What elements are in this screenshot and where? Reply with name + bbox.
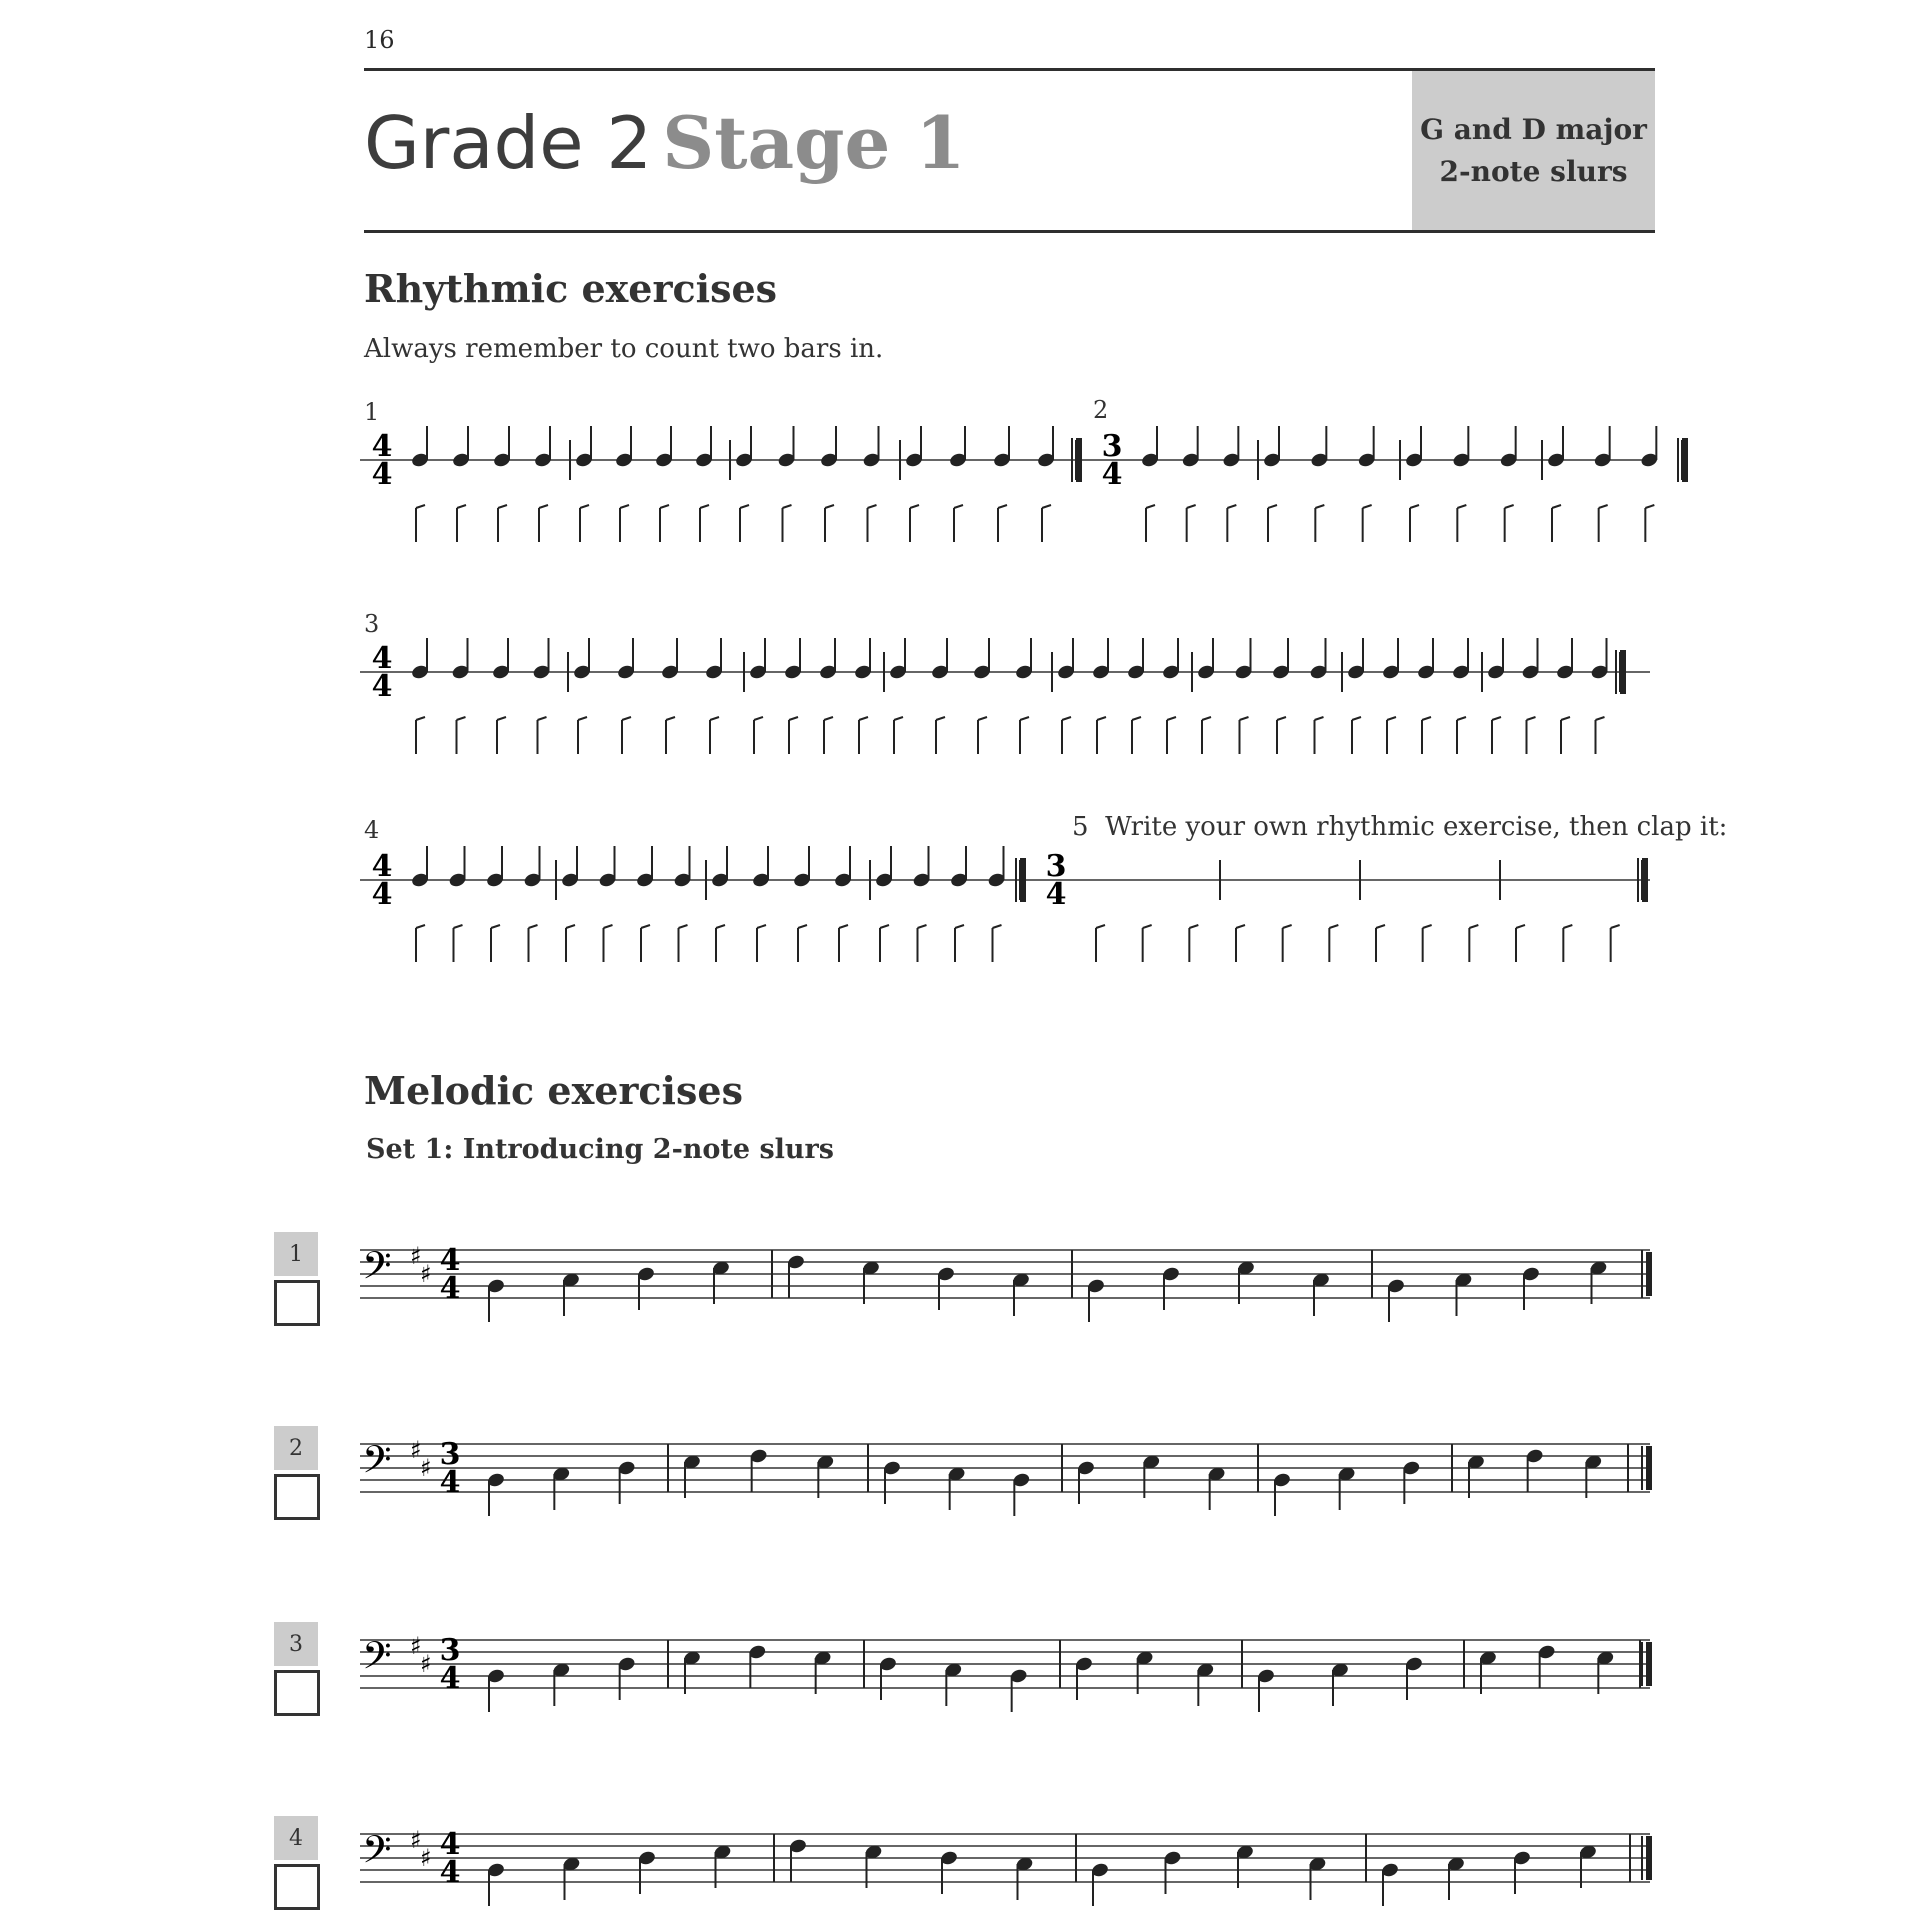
count-flag	[1492, 717, 1501, 720]
count-flag	[604, 925, 613, 928]
count-flag	[416, 925, 425, 928]
count-flag	[978, 717, 987, 720]
count-flag	[1457, 505, 1466, 508]
rhythm-line-2	[360, 632, 1660, 752]
count-flag	[1202, 717, 1211, 720]
count-flag	[1561, 717, 1570, 720]
count-flag	[868, 505, 877, 508]
count-flag	[910, 505, 919, 508]
rhythm-line-3	[360, 840, 1660, 960]
page-number: 16	[364, 26, 395, 54]
count-flag	[700, 505, 709, 508]
melodic-exercise-badge: 4	[274, 1816, 318, 1860]
rhythm-exercise-number: 5	[1072, 812, 1089, 842]
count-flag	[1352, 717, 1361, 720]
rhythm-exercise-number: 2	[1093, 396, 1109, 424]
count-flag	[622, 717, 631, 720]
time-signature-top: 4	[371, 641, 393, 676]
sharp-icon: ♯	[420, 1260, 432, 1288]
count-flag	[1516, 925, 1525, 928]
count-flag	[1277, 717, 1286, 720]
rhythm-exercise-number: 1	[364, 398, 380, 426]
count-flag	[660, 505, 669, 508]
count-flag	[839, 925, 848, 928]
header-rule-bottom	[364, 230, 1655, 233]
count-flag	[1315, 717, 1324, 720]
count-flag	[798, 925, 807, 928]
count-flag	[783, 505, 792, 508]
count-flag	[538, 717, 547, 720]
page-title	[364, 100, 965, 185]
count-flag	[1527, 717, 1536, 720]
count-flag	[1505, 505, 1514, 508]
count-flag	[1315, 505, 1324, 508]
count-flag	[740, 505, 749, 508]
count-flag	[1469, 925, 1478, 928]
count-flag	[1410, 505, 1419, 508]
melodic-staff-2	[360, 1404, 1660, 1534]
count-flag	[416, 717, 425, 720]
time-signature-bottom: 4	[439, 1855, 461, 1890]
count-flag	[1268, 505, 1277, 508]
count-flag	[757, 925, 766, 928]
count-flag	[641, 925, 650, 928]
count-flag	[825, 505, 834, 508]
count-flag	[1062, 717, 1071, 720]
melodic-heading: Melodic exercises	[364, 1068, 743, 1113]
count-flag	[491, 925, 500, 928]
practice-checkbox[interactable]	[274, 1864, 320, 1910]
time-signature-top: 4	[439, 1243, 461, 1278]
count-flag	[457, 717, 466, 720]
count-flag	[679, 925, 688, 928]
melodic-staff-1	[360, 1210, 1660, 1340]
count-flag	[955, 925, 964, 928]
time-signature-top: 3	[1101, 429, 1123, 464]
count-flag	[1599, 505, 1608, 508]
rhythm-line-1	[360, 420, 1660, 540]
count-flag	[1187, 505, 1196, 508]
time-signature-top: 4	[439, 1827, 461, 1862]
rhythmic-heading: Rhythmic exercises	[364, 266, 778, 311]
count-flag	[620, 505, 629, 508]
set-heading: Set 1: Introducing 2-note slurs	[366, 1134, 834, 1165]
count-flag	[894, 717, 903, 720]
melodic-staff-4	[360, 1794, 1660, 1914]
rhythm-exercise-5-instruction: Write your own rhythmic exercise, then clap it:	[1105, 812, 1728, 842]
count-flag	[1422, 717, 1431, 720]
count-flag	[1042, 505, 1051, 508]
title-stage: Stage 1	[662, 100, 966, 185]
bass-clef: 𝄢	[362, 1437, 392, 1491]
sharp-icon: ♯	[410, 1632, 422, 1660]
count-flag	[1227, 505, 1236, 508]
count-flag	[880, 925, 889, 928]
count-flag	[824, 717, 833, 720]
count-flag	[1167, 717, 1176, 720]
time-signature-top: 3	[439, 1633, 461, 1668]
count-flag	[566, 925, 575, 928]
count-flag	[497, 717, 506, 720]
practice-checkbox[interactable]	[274, 1670, 320, 1716]
title-grade: Grade 2	[364, 101, 653, 185]
topic-line-2: 2-note slurs	[1439, 154, 1628, 188]
count-flag	[789, 717, 798, 720]
sharp-icon: ♯	[410, 1826, 422, 1854]
count-flag	[1645, 505, 1654, 508]
time-signature-bottom: 4	[1045, 877, 1067, 912]
count-flag	[666, 717, 675, 720]
sharp-icon: ♯	[420, 1844, 432, 1872]
time-signature-bottom: 4	[371, 877, 393, 912]
count-flag	[1376, 925, 1385, 928]
sharp-icon: ♯	[420, 1650, 432, 1678]
count-flag	[1329, 925, 1338, 928]
bass-clef: 𝄢	[362, 1633, 392, 1687]
count-flag	[710, 717, 719, 720]
count-flag	[1240, 717, 1249, 720]
bass-clef: 𝄢	[362, 1243, 392, 1297]
count-flag	[998, 505, 1007, 508]
count-flag	[1097, 717, 1106, 720]
time-signature-bottom: 4	[439, 1465, 461, 1500]
time-signature-bottom: 4	[371, 669, 393, 704]
count-flag	[454, 925, 463, 928]
melodic-exercise-badge: 1	[274, 1232, 318, 1276]
count-flag	[1096, 925, 1105, 928]
time-signature-bottom: 4	[439, 1271, 461, 1306]
count-flag	[539, 505, 548, 508]
count-flag	[457, 505, 466, 508]
count-flag	[1132, 717, 1141, 720]
count-flag	[1020, 717, 1029, 720]
count-flag	[1363, 505, 1372, 508]
count-flag	[1596, 717, 1605, 720]
count-flag	[918, 925, 927, 928]
sharp-icon: ♯	[410, 1436, 422, 1464]
rhythm-exercise-number: 4	[364, 816, 380, 844]
bass-clef: 𝄢	[362, 1827, 392, 1881]
time-signature-top: 3	[1045, 849, 1067, 884]
count-flag	[993, 925, 1002, 928]
count-flag	[1563, 925, 1572, 928]
topic-box	[1412, 71, 1655, 230]
count-flag	[498, 505, 507, 508]
count-flag	[936, 717, 945, 720]
count-flag	[1611, 925, 1620, 928]
topic-line-1: G and D major	[1420, 112, 1647, 146]
time-signature-bottom: 4	[371, 457, 393, 492]
time-signature-bottom: 4	[439, 1661, 461, 1696]
count-flag	[580, 505, 589, 508]
practice-checkbox[interactable]	[274, 1280, 320, 1326]
count-flag	[1236, 925, 1245, 928]
count-flag	[1283, 925, 1292, 928]
sharp-icon: ♯	[420, 1454, 432, 1482]
time-signature-bottom: 4	[1101, 457, 1123, 492]
time-signature-top: 4	[371, 429, 393, 464]
count-flag	[1143, 925, 1152, 928]
count-flag	[754, 717, 763, 720]
time-signature-top: 3	[439, 1437, 461, 1472]
count-flag	[716, 925, 725, 928]
melodic-staff-3	[360, 1600, 1660, 1730]
count-flag	[529, 925, 538, 928]
rhythmic-instruction: Always remember to count two bars in.	[364, 334, 884, 364]
sharp-icon: ♯	[410, 1242, 422, 1270]
count-flag	[954, 505, 963, 508]
time-signature-top: 4	[371, 849, 393, 884]
count-flag	[1423, 925, 1432, 928]
count-flag	[859, 717, 868, 720]
rhythm-exercise-number: 3	[364, 610, 380, 638]
count-flag	[416, 505, 425, 508]
count-flag	[578, 717, 587, 720]
rhythm-exercise-5-label	[1072, 812, 1727, 842]
melodic-exercise-badge: 3	[274, 1622, 318, 1666]
count-flag	[1457, 717, 1466, 720]
count-flag	[1387, 717, 1396, 720]
count-flag	[1189, 925, 1198, 928]
count-flag	[1146, 505, 1155, 508]
count-flag	[1552, 505, 1561, 508]
melodic-exercise-badge: 2	[274, 1426, 318, 1470]
practice-checkbox[interactable]	[274, 1474, 320, 1520]
